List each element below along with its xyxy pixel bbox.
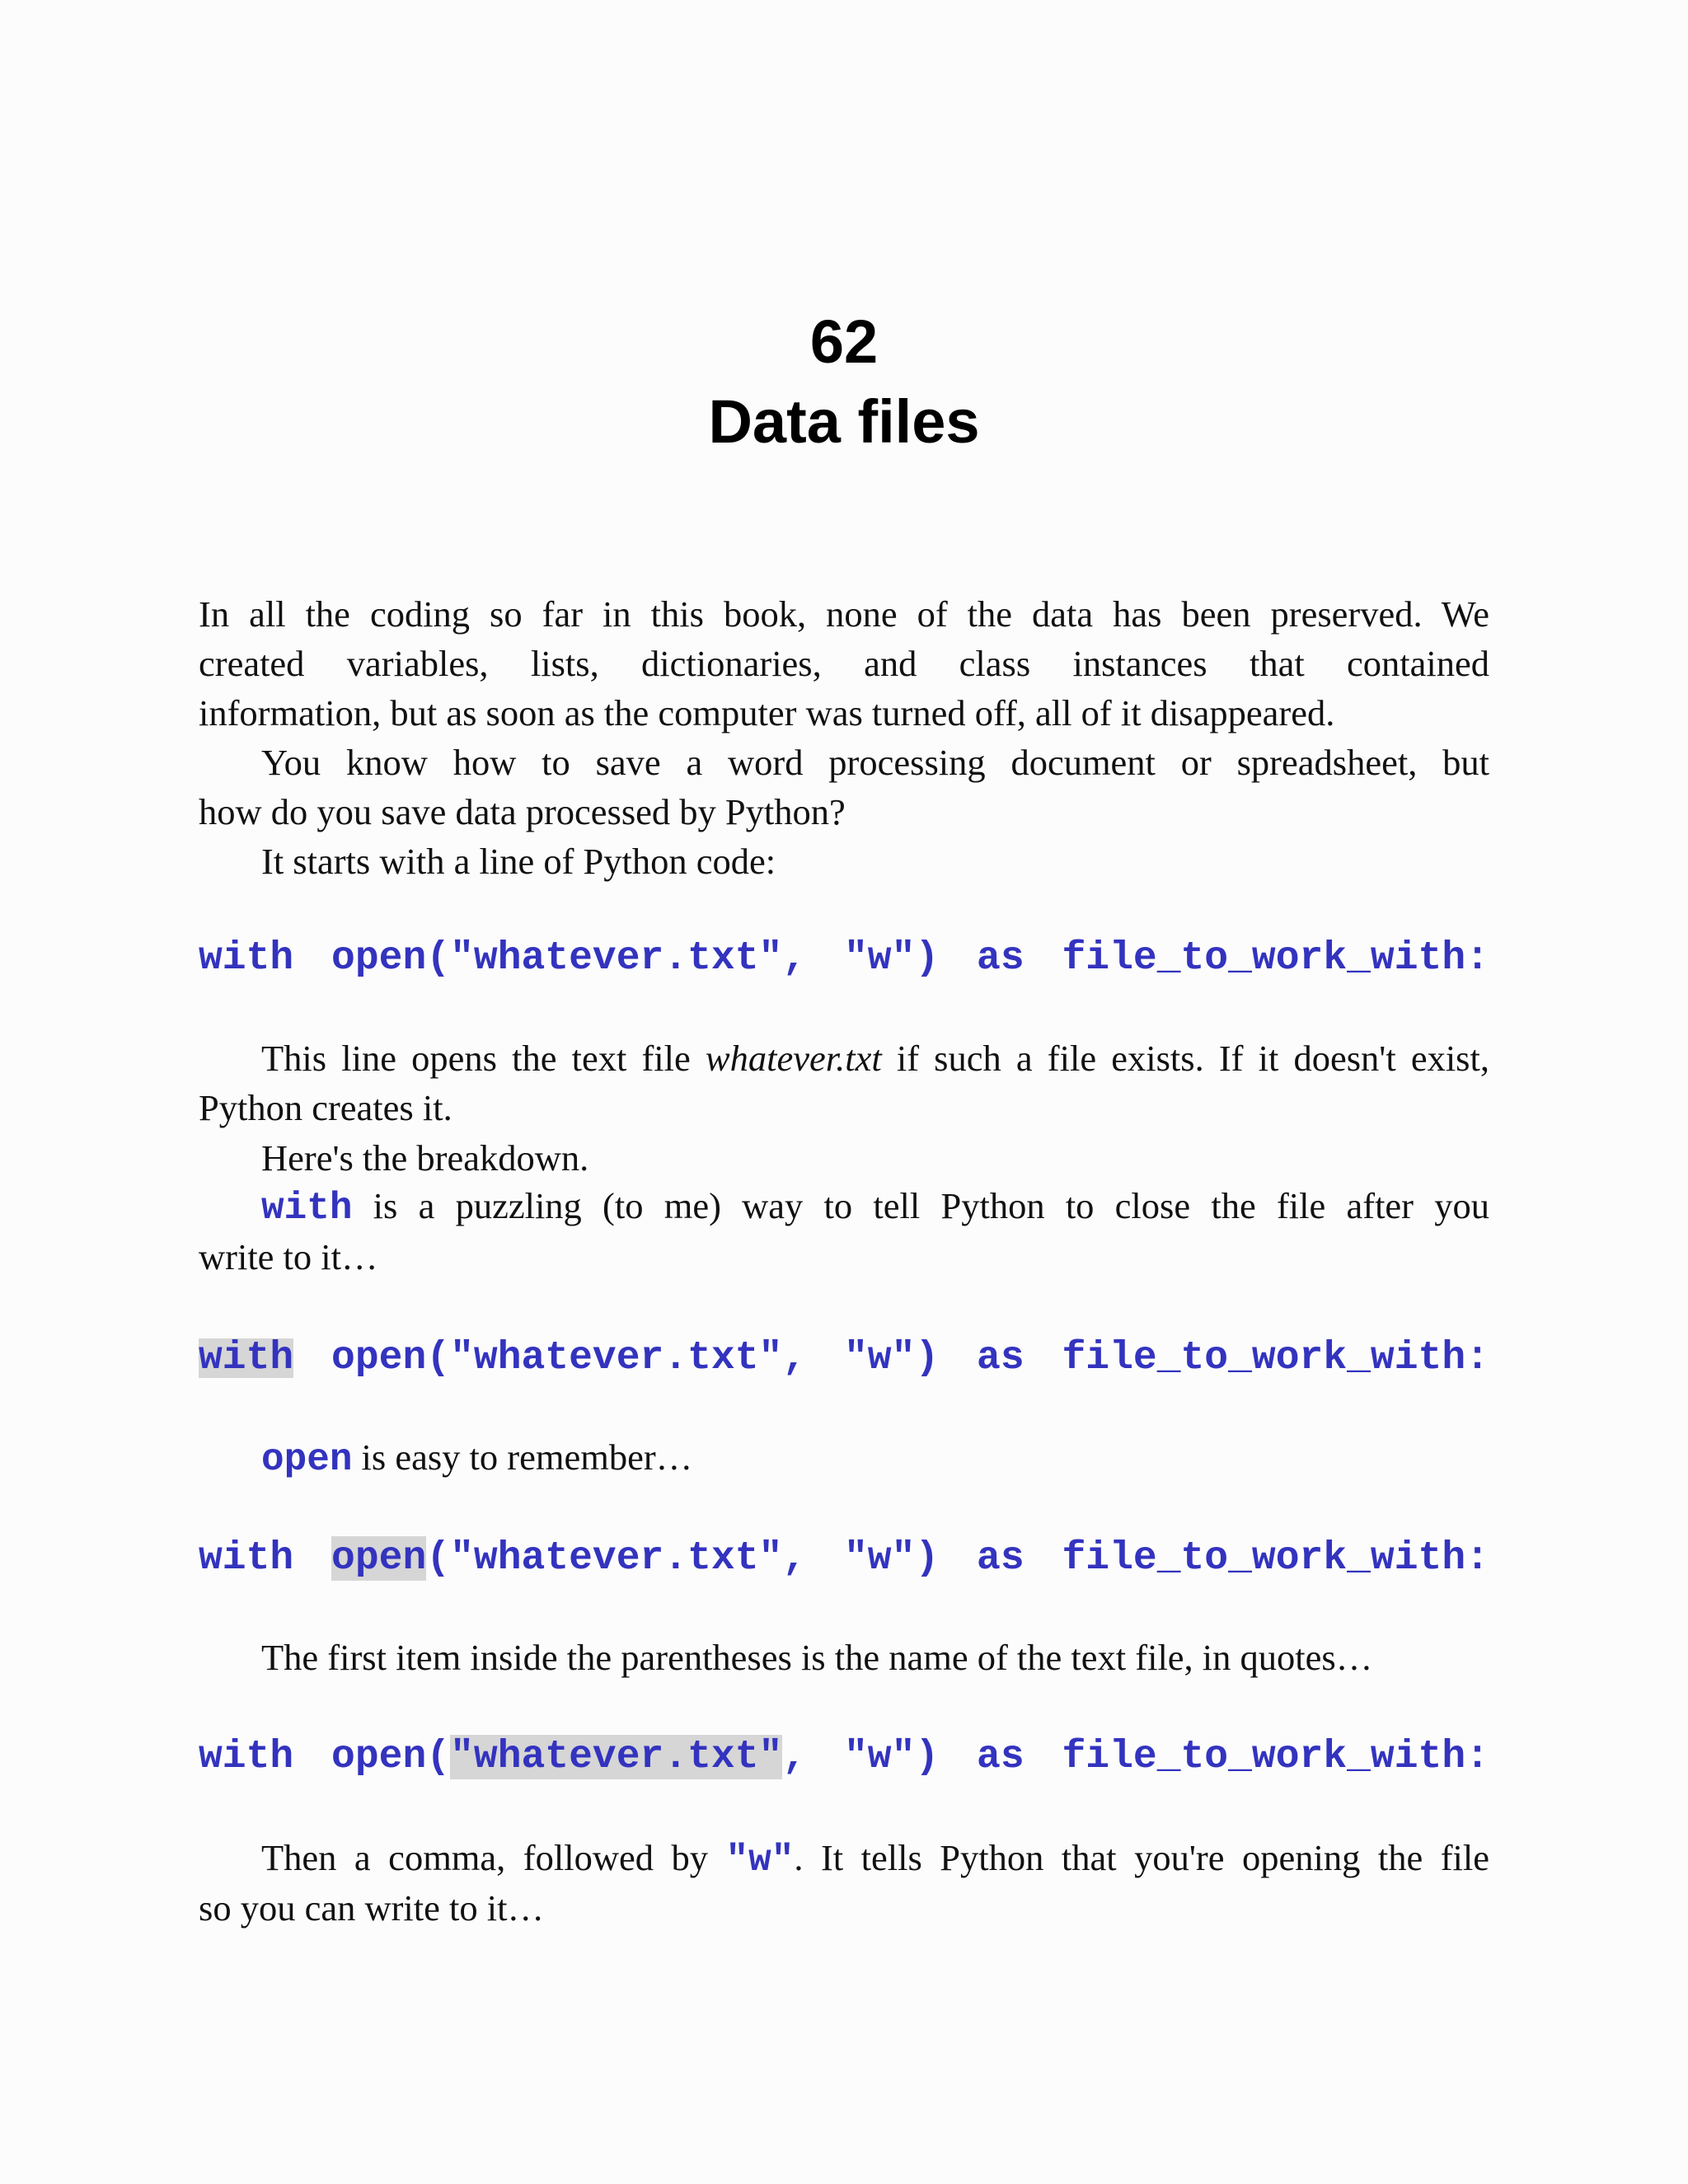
paragraph-6-line-2: write to it… — [199, 1236, 378, 1277]
paragraph-2-line-2: how do you save data processed by Python? — [199, 791, 846, 832]
paragraph-9-line-2: so you can write to it… — [199, 1887, 544, 1929]
paragraph-4-line-1: This line opens the text file whatever.txt if such a file exists. If it doesn't exist, — [261, 1038, 1489, 1079]
paragraph-3: It starts with a line of Python code: — [261, 841, 776, 882]
code-with: with — [199, 1536, 294, 1581]
code-open-call: open("whatever.txt", — [331, 1735, 807, 1779]
paragraph-8: The first item inside the parentheses is the name of the text file, in quotes… — [261, 1637, 1373, 1678]
code-open-highlighted: open — [331, 1536, 427, 1581]
code-line-4 — [199, 1737, 1489, 1777]
filename-italic: whatever.txt — [705, 1038, 882, 1079]
code-as: as — [977, 1536, 1025, 1581]
code-line-3 — [199, 1536, 1489, 1581]
code-line-2 — [199, 1338, 1489, 1378]
code-open-call: open("whatever.txt", — [331, 1536, 807, 1581]
code-mode: "w") — [843, 1735, 940, 1779]
code-filename-highlighted: "whatever.txt" — [450, 1735, 783, 1779]
code-as: as — [977, 1735, 1025, 1779]
paragraph-4-line-2: Python creates it. — [199, 1087, 452, 1128]
code-with: with — [199, 936, 294, 981]
code-mode: "w") — [843, 936, 940, 981]
paragraph-5: Here's the breakdown. — [261, 1137, 589, 1179]
code-var: file_to_work_with: — [1062, 1536, 1489, 1581]
code-var: file_to_work_with: — [1062, 1336, 1489, 1380]
paragraph-1-line-1: In all the coding so far in this book, none of the data has been preserved. We — [199, 593, 1489, 635]
code-var: file_to_work_with: — [1062, 1735, 1489, 1779]
paragraph-1-line-2: created variables, lists, dictionaries, and class instances that contained — [199, 643, 1489, 684]
paragraph-1-line-3: information, but as soon as the computer was turned off, all of it disappeared. — [199, 692, 1335, 733]
code-as: as — [977, 936, 1025, 981]
code-as: as — [977, 1336, 1025, 1380]
code-line-1 — [199, 936, 1489, 981]
code-open-call: open("whatever.txt", — [331, 936, 807, 981]
inline-code-with: with — [261, 1187, 353, 1230]
code-open-call: open("whatever.txt", — [331, 1336, 807, 1380]
code-mode: "w") — [843, 1536, 940, 1581]
inline-code-w: "w" — [725, 1839, 795, 1882]
chapter-title: Data files — [708, 387, 980, 456]
code-with-highlighted: with — [199, 1336, 294, 1380]
paragraph-6-line-1: with is a puzzling (to me) way to tell Python to close the file after you — [261, 1185, 1489, 1230]
paragraph-7: open is easy to remember… — [261, 1436, 693, 1481]
paragraph-2-line-1: You know how to save a word processing document or spreadsheet, but — [261, 742, 1489, 783]
code-with: with — [199, 1735, 294, 1779]
inline-code-open: open — [261, 1438, 353, 1481]
chapter-number: 62 — [809, 307, 879, 376]
code-mode: "w") — [843, 1336, 940, 1380]
code-var: file_to_work_with: — [1062, 936, 1489, 981]
paragraph-9-line-1: Then a comma, followed by "w". It tells Python that you're opening the file — [261, 1837, 1489, 1882]
